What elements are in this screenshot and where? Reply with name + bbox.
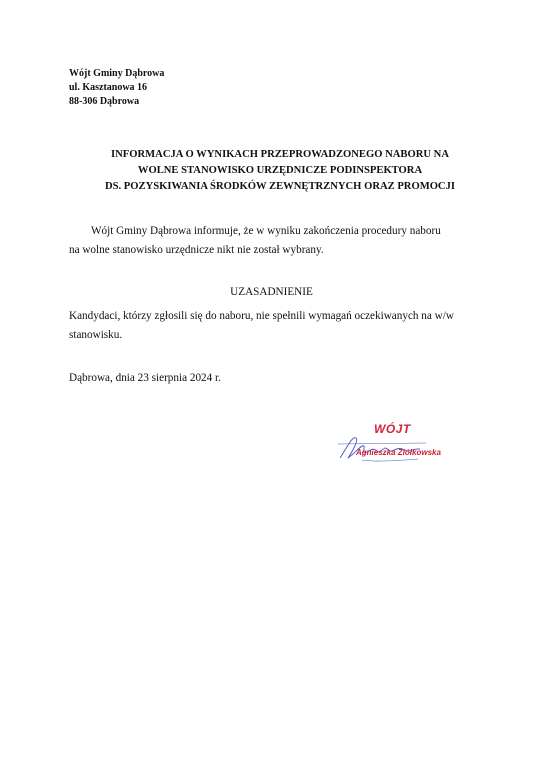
sender-postcode-city: 88-306 Dąbrowa	[69, 96, 140, 107]
sender-address	[69, 67, 164, 109]
sender-name: Wójt Gminy Dąbrowa	[69, 68, 165, 79]
title-line-1: INFORMACJA O WYNIKACH PRZEPROWADZONEGO NABORU NA	[111, 149, 449, 160]
title-line-3: DS. POZYSKIWANIA ŚRODKÓW ZEWNĘTRZNYCH ORAZ PROMOCJI	[104, 181, 456, 192]
justification-paragraph	[69, 307, 509, 345]
place-and-date: Dąbrowa, dnia 23 sierpnia 2024 r.	[69, 372, 221, 384]
information-line-1: Wójt Gminy Dąbrowa informuje, że w wyniku zakończenia procedury naboru	[91, 225, 441, 237]
title-line-2: WOLNE STANOWISKO URZĘDNICZE PODINSPEKTORA	[137, 165, 423, 176]
stamp-title: WÓJT	[374, 422, 411, 436]
justification-heading: UZASADNIENIE	[230, 286, 313, 298]
stamp-name: Agnieszka Ziółkowska	[356, 448, 441, 457]
information-line-2: na wolne stanowisko urzędnicze nikt nie został wybrany.	[69, 244, 324, 256]
signature-stamp	[334, 418, 441, 468]
justification-line-2: stanowisku.	[69, 329, 123, 341]
sender-street: ul. Kasztanowa 16	[69, 82, 148, 93]
justification-line-1: Kandydaci, którzy zgłosili się do naboru, nie spełnili wymagań oczekiwanych na w/w	[69, 310, 454, 322]
document-title	[40, 147, 520, 195]
information-paragraph	[69, 222, 489, 260]
